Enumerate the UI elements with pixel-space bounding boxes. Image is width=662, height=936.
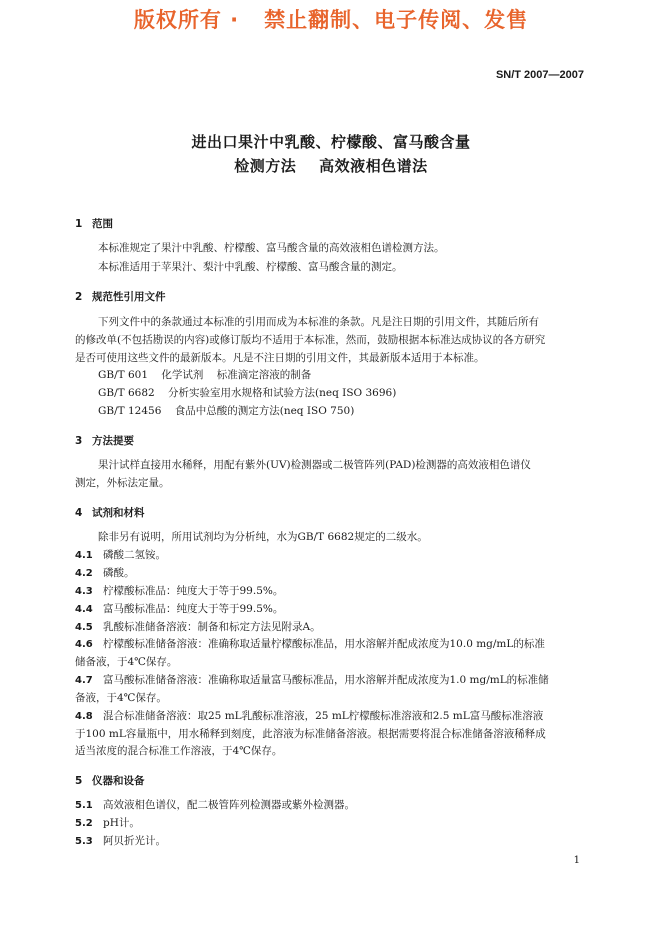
clause-5-2 [75, 817, 140, 830]
scope-paragraph-1: 本标准规定了果汁中乳酸、柠檬酸、富马酸含量的高效液相色谱检测方法。 [98, 242, 445, 254]
references-paragraph-line2: 的修改单(不包括勘误的内容)或修订版均不适用于本标准，然而，鼓励根据本标准达成协议的各方研究 [75, 334, 546, 346]
standard-number: SN/T 2007—2007 [495, 69, 584, 81]
section-number: 2 [75, 291, 83, 303]
clause-4-8-line2: 于100 mL容量瓶中，用水稀释到刻度，此溶液为标准储备溶液。根据需要将混合标准储备溶液稀释成 [75, 728, 546, 740]
method-summary-line2: 测定，外标法定量。 [75, 477, 170, 489]
clause-number: 5.1 [75, 800, 93, 811]
reagents-intro: 除非另有说明，所用试剂均为分析纯，水为GB/T 6682规定的二级水。 [98, 531, 428, 543]
clause-5-1 [75, 799, 355, 812]
section-1-heading [75, 216, 113, 231]
clause-number: 4.6 [75, 639, 93, 650]
clause-number: 4.5 [75, 622, 93, 633]
reference-item: GB/T 6682 分析实验室用水规格和试验方法(neq ISO 3696) [98, 387, 397, 399]
section-number: 5 [75, 775, 83, 787]
clause-number: 4.2 [75, 568, 93, 579]
references-paragraph-line3: 是否可使用这些文件的最新版本。凡是不注日期的引用文件，其最新版本适用于本标准。 [75, 352, 485, 364]
clause-4-5 [75, 621, 321, 634]
document-title-line2: 检测方法 高效液相色谱法 [234, 157, 428, 175]
section-title: 试剂和材料 [92, 507, 145, 519]
clause-4-8 [75, 710, 543, 723]
clause-text: pH计。 [103, 817, 140, 829]
clause-text: 磷酸。 [103, 567, 135, 579]
section-title: 仪器和设备 [92, 775, 145, 787]
clause-number: 4.1 [75, 550, 93, 561]
clause-text: 富马酸标准品：纯度大于等于99.5%。 [103, 603, 284, 615]
clause-4-8-line3: 适当浓度的混合标准工作溶液，于4℃保存。 [75, 745, 283, 757]
clause-text: 富马酸标准储备溶液：准确称取适量富马酸标准品，用水溶解并配成浓度为1.0 mg/mL的标准储 [103, 674, 549, 686]
clause-4-7-line2: 备液，于4℃保存。 [75, 692, 167, 704]
clause-text: 柠檬酸标准储备溶液：准确称取适量柠檬酸标准品，用水溶解并配成浓度为10.0 mg/mL的标准 [103, 638, 545, 650]
clause-4-3 [75, 585, 283, 598]
section-title: 方法提要 [92, 435, 134, 447]
clause-text: 高效液相色谱仪，配二极管阵列检测器或紫外检测器。 [103, 799, 355, 811]
reference-item: GB/T 601 化学试剂 标准滴定溶液的制备 [98, 369, 312, 381]
copyright-banner: 版权所有 · 禁止翻制、电子传阅、发售 [133, 8, 529, 32]
clause-text: 磷酸二氢铵。 [103, 549, 166, 561]
clause-4-2 [75, 567, 135, 580]
section-number: 4 [75, 507, 83, 519]
section-number: 3 [75, 435, 83, 447]
clause-5-3 [75, 835, 166, 848]
clause-text: 混合标准储备溶液：取25 mL乳酸标准溶液，25 mL柠檬酸标准溶液和2.5 mL富马酸标准溶液 [103, 710, 544, 722]
clause-number: 5.3 [75, 836, 93, 847]
section-2-heading [75, 289, 166, 304]
document-title-line1: 进出口果汁中乳酸、柠檬酸、富马酸含量 [191, 133, 471, 151]
section-title: 规范性引用文件 [92, 291, 166, 303]
clause-number: 4.3 [75, 586, 93, 597]
clause-4-6 [75, 638, 545, 651]
method-summary-line1: 果汁试样直接用水稀释，用配有紫外(UV)检测器或二极管阵列(PAD)检测器的高效液相色谱仪 [98, 459, 531, 471]
clause-number: 4.8 [75, 711, 93, 722]
clause-number: 4.7 [75, 675, 93, 686]
references-paragraph-line1: 下列文件中的条款通过本标准的引用而成为本标准的条款。凡是注日期的引用文件，其随后所有 [98, 316, 539, 328]
scope-paragraph-2: 本标准适用于苹果汁、梨汁中乳酸、柠檬酸、富马酸含量的测定。 [98, 261, 403, 273]
clause-text: 乳酸标准储备溶液：制备和标定方法见附录A。 [103, 621, 321, 633]
clause-4-6-line2: 储备液，于4℃保存。 [75, 656, 178, 668]
section-3-heading [75, 433, 134, 448]
clause-4-4 [75, 603, 283, 616]
section-5-heading [75, 773, 145, 788]
section-title: 范围 [92, 218, 113, 230]
clause-4-7 [75, 674, 549, 687]
section-4-heading [75, 505, 145, 520]
clause-number: 5.2 [75, 818, 93, 829]
clause-text: 柠檬酸标准品：纯度大于等于99.5%。 [103, 585, 284, 597]
page-number: 1 [573, 855, 580, 866]
clause-4-1 [75, 549, 166, 562]
clause-number: 4.4 [75, 604, 93, 615]
clause-text: 阿贝折光计。 [103, 835, 166, 847]
reference-item: GB/T 12456 食品中总酸的测定方法(neq ISO 750) [98, 405, 355, 417]
section-number: 1 [75, 218, 83, 230]
